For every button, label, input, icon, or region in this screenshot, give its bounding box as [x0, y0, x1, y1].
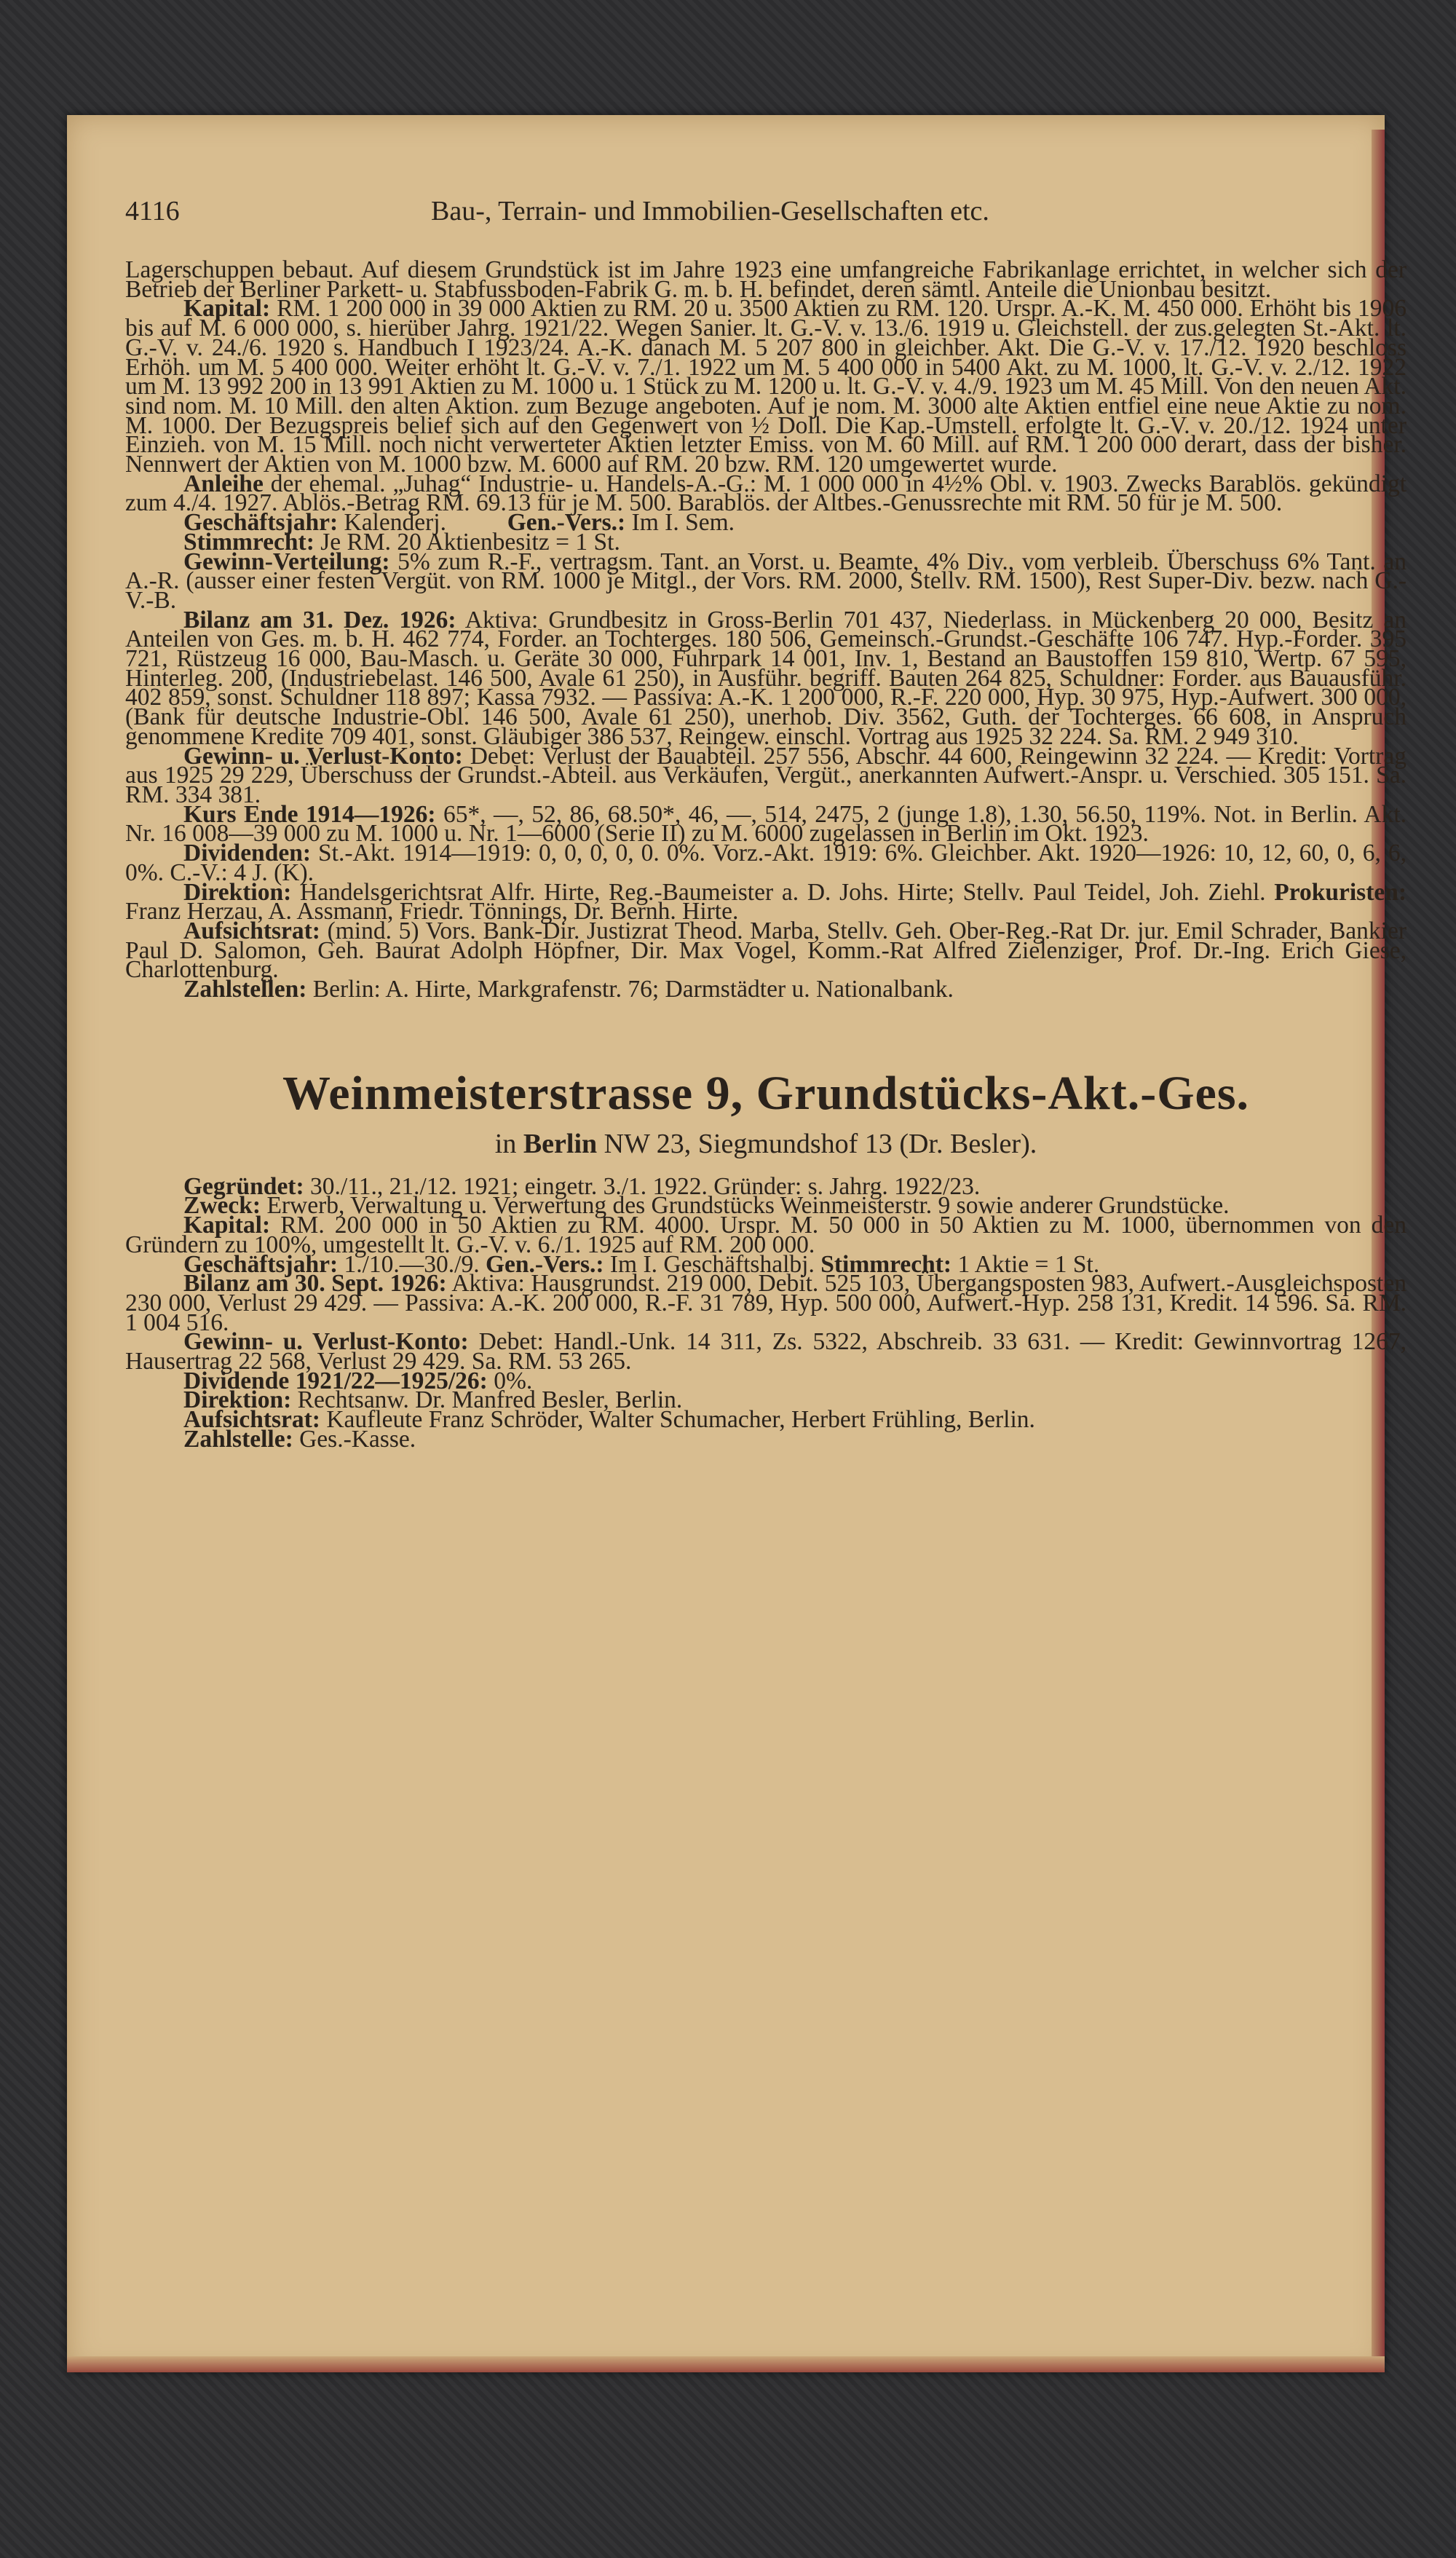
- bilanz2-text: Aktiva: Hausgrundst. 219 000, Debit. 525 103, Übergangsposten 983, Aufwert.-Ausgleichsposten 230 000, Verlust 29 429. — Passiva: A.-K. 200 000, R.-F. 31 789, Hyp. 500 000, Aufwert.-Hyp. 258 131, Kredit. 14 596. Sa. RM. 1 004 516.: [125, 1270, 1406, 1336]
- aufsichtsrat2-text: Kaufleute Franz Schröder, Walter Schumacher, Herbert Frühling, Berlin.: [326, 1406, 1035, 1434]
- page-content: [125, 194, 1407, 1453]
- zahlstelle2-text: Ges.-Kasse.: [299, 1425, 416, 1453]
- zweck-label: Zweck:: [183, 1192, 261, 1220]
- location-city: Berlin: [523, 1128, 598, 1159]
- kurs-label: Kurs Ende 1914—1926:: [183, 800, 436, 828]
- location-address: NW 23, Siegmundshof 13 (Dr. Besler).: [604, 1128, 1037, 1159]
- guv2-label: Gewinn- u. Verlust-Konto:: [183, 1328, 469, 1356]
- kurs-text: 65*, —, 52, 86, 68.50*, 46, —, 514, 2475, 2 (junge 1.8), 1.30, 56.50, 119%. Not. in Berlin. Akt. Nr. 16 008—39 000 zu M. 1000 u. Nr. 1—6000 (Serie II) zu M. 6000 zugelassen in Berlin im Okt. 1923.: [125, 800, 1406, 848]
- genvers-label: Gen.-Vers.:: [507, 509, 626, 537]
- dividenden-label: Dividenden:: [183, 840, 311, 867]
- kapital-text: RM. 1 200 000 in 39 000 Aktien zu RM. 20 u. 3500 Aktien zu RM. 120. Urspr. A.-K. M. 450 000. Erhöht bis 1906 bis auf M. 6 000 000, s. hierüber Jahrg. 1921/22. Wegen Sanier. lt. G.-V. v. 13./6. 1919 u. Gleichstell. der zus.gelegten St.-Akt. lt. G.-V. v. 24./6. 1920 s. Handbuch I 1923/24. A.-K. danach M. 5 207 800 in gleichber. Akt. Die G.-V. v. 17./12. 1920 beschloss Erhöh. um M. 5 400 000. Weiter erhöht lt. G.-V. v. 7./1. 1922 um M. 5 400 000 in 5400 Akt. zu M. 1000, lt. G.-V. v. 2./12. 1922 um M. 13 992 200 in 13 991 Aktien zu M. 1000 u. 1 Stück zu M. 1200 u. lt. G.-V. v. 4./9. 1923 um M. 45 Mill. Von den neuen Akt. sind nom. M. 10 Mill. den alten Aktion. zum Bezuge angeboten. Auf je nom. M. 3000 alte Aktien entfiel eine neue Aktie zu nom. M. 1000. Der Bezugspreis belief sich auf den Gegenwert von ½ Doll. Die Kap.-Umstell. erfolgte lt. G.-V. v. 20./12. 1924 unter Einzieh. von M. 15 Mill. noch nicht verwerteter Aktien letzter Emiss. von M. 60 Mill. auf RM. 1 200 000 derart, dass der bisher. Nennwert der Aktien von M. 1000 bzw. M. 6000 auf RM. 20 bzw. RM. 120 umgewertet wurde.: [125, 295, 1406, 478]
- geschaeftsjahr-label: Geschäftsjahr:: [183, 509, 339, 537]
- direktion2-label: Direktion:: [183, 1386, 292, 1414]
- gewinnverteilung-text: 5% zum R.-F., vertragsm. Tant. an Vorst. u. Beamte, 4% Div., vom verbleib. Überschuss 6% Tant. an A.-R. (ausser einer festen Vergüt. von RM. 1000 je Mitgl., der Vors. RM. 2000, Stellv. RM. 1500), Rest Super-Div. bezw. nach G.-V.-B.: [125, 548, 1407, 614]
- genvers2-text: Im I. Geschäftshalbj.: [609, 1250, 815, 1278]
- guv2-text: Debet: Handl.-Unk. 14 311, Zs. 5322, Abschreib. 33 631. — Kredit: Gewinnvortrag 1267, Hausertrag 22 568, Verlust 29 429. Sa. RM. 53 265.: [125, 1328, 1407, 1375]
- stimmrecht2-text: 1 Aktie = 1 St.: [957, 1250, 1100, 1278]
- gegruendet-label: Gegründet:: [183, 1172, 304, 1200]
- kapital2-label: Kapital:: [183, 1212, 271, 1239]
- guv-paragraph: [125, 742, 1407, 808]
- kapital2-paragraph: [125, 1212, 1406, 1258]
- guv-label: Gewinn- u. Verlust-Konto:: [183, 742, 463, 770]
- location-prefix: in: [494, 1128, 517, 1159]
- gewinnverteilung-paragraph: [125, 548, 1407, 614]
- zahlstelle2-label: Zahlstelle:: [183, 1425, 293, 1453]
- gegruendet-text: 30./11., 21./12. 1921; eingetr. 3./1. 1922. Gründer: s. Jahrg. 1922/23.: [310, 1172, 981, 1200]
- bilanz2-label: Bilanz am 30. Sept. 1926:: [183, 1270, 447, 1298]
- kapital2-text: RM. 200 000 in 50 Aktien zu RM. 4000. Urspr. M. 50 000 in 50 Aktien zu M. 1000, übernommen von den Gründern zu 100%, umgestellt lt. G.-V. v. 6./1. 1925 auf RM. 200 000.: [125, 1212, 1406, 1258]
- stimmrecht-text: Je RM. 20 Aktienbesitz = 1 St.: [320, 528, 620, 556]
- guv-text: Debet: Verlust der Bauabteil. 257 556, Abschr. 44 600, Reingewinn 32 224. — Kredit: Vortrag aus 1925 29 229, Überschuss der Grundst.-Abteil. aus Verkäufen, Vergüt., anerkannten Aufwert.-Anspr. u. Verschied. 305 151. Sa. RM. 334 381.: [125, 742, 1407, 808]
- prokuristen-label: Prokuristen:: [1274, 878, 1407, 906]
- geschaeftsjahr2-label: Geschäftsjahr:: [183, 1250, 339, 1278]
- prokuristen-text: Franz Herzau, A. Assmann, Friedr. Tönnings, Dr. Bernh. Hirte.: [125, 898, 739, 925]
- kurs-paragraph: [125, 800, 1406, 848]
- kapital-paragraph: [125, 295, 1406, 478]
- zweck-text: Erwerb, Verwaltung u. Verwertung des Grundstücks Weinmeisterstr. 9 sowie anderer Grundstücke.: [266, 1192, 1230, 1220]
- dividende2-label: Dividende 1921/22—1925/26:: [183, 1367, 488, 1394]
- genvers-text: Im I. Sem.: [631, 509, 735, 537]
- geschaeftsjahr2-text: 1./10.—30./9.: [344, 1250, 480, 1278]
- direktion-text: Handelsgerichtsrat Alfr. Hirte, Reg.-Baumeister a. D. Johs. Hirte; Stellv. Paul Teidel, Joh. Ziehl.: [300, 878, 1266, 906]
- aufsichtsrat-paragraph: [125, 917, 1407, 984]
- genvers2-label: Gen.-Vers.:: [486, 1250, 604, 1278]
- zahlstellen-paragraph: [125, 976, 1406, 1003]
- stimmrecht2-label: Stimmrecht:: [820, 1250, 952, 1278]
- page-bottom-edge: [67, 2356, 1385, 2372]
- direktion-paragraph: [125, 878, 1407, 925]
- kapital-label: Kapital:: [183, 295, 271, 323]
- book-page: [67, 115, 1407, 2372]
- page-number: 4116: [125, 196, 180, 226]
- bilanz-label: Bilanz am 31. Dez. 1926:: [183, 606, 456, 633]
- bilanz-text: Aktiva: Grundbesitz in Gross-Berlin 701 437, Niederlass. in Mückenberg 20 000, Besitz an Anteilen von Ges. m. b. H. 462 774, Forder. an Tochterges. 180 506, Gemeinsch.-Grundst.-Geschäfte 106 747. Hyp.-Forder. 395 721, Rüstzeug 16 000, Bau-Masch. u. Geräte 30 000, Fuhrpark 14 001, Inv. 1, Bestand an Baustoffen 159 810, Wertp. 67 595, Hinterleg. 200, (Industriebelast. 146 500, Avale 61 250), in Ausführ. begriff. Bauten 264 825, Schuldner: Forder. aus Bauausführ. 402 859, sonst. Schuldner 118 897; Kassa 7932. — Passiva: A.-K. 1 200 000, R.-F. 220 000, Hyp. 30 975, Hyp.-Aufwert. 300 000, (Bank für deutsche Industrie-Obl. 146 500, Avale 61 250), unerhob. Div. 3562, Guth. der Tochterges. 66 608, in Anspruch genommene Kredite 709 401, sonst. Gläubiger 386 537, Reingew. einschl. Vortrag aus 1925 32 224. Sa. RM. 2 949 310.: [125, 606, 1407, 750]
- zahlstellen-text: Berlin: A. Hirte, Markgrafenstr. 76; Darmstädter u. Nationalbank.: [312, 976, 954, 1003]
- bilanz-paragraph: [125, 606, 1407, 750]
- anleihe-label: Anleihe: [183, 470, 264, 497]
- stimmrecht-label: Stimmrecht:: [183, 528, 314, 556]
- intro-paragraph: [125, 256, 1406, 303]
- anleihe-paragraph: [125, 470, 1407, 517]
- dividende2-text: 0%.: [494, 1367, 533, 1394]
- zahlstellen-label: Zahlstellen:: [183, 976, 307, 1003]
- direktion-label: Direktion:: [183, 878, 292, 906]
- aufsichtsrat-label: Aufsichtsrat:: [183, 917, 320, 944]
- dividenden-text: St.-Akt. 1914—1919: 0, 0, 0, 0, 0. 0%. Vorz.-Akt. 1919: 6%. Gleichber. Akt. 1920—1926: 10, 12, 60, 0, 6, 6, 0%. C.-V.: 4 J. (K).: [125, 840, 1407, 886]
- direktion2-text: Rechtsanw. Dr. Manfred Besler, Berlin.: [297, 1386, 683, 1414]
- aufsichtsrat-text: (mind. 5) Vors. Bank-Dir. Justizrat Theod. Marba, Stellv. Geh. Ober-Reg.-Rat Dr. jur. Emil Schrader, Bankier Paul D. Salomon, Geh. Baurat Adolph Höpfner, Dir. Max Vogel, Komm.-Rat Alfred Zielenziger, Prof. Dr.-Ing. Erich Giese, Charlottenburg.: [125, 917, 1407, 984]
- company-location: [125, 1125, 1406, 1163]
- company-title: Weinmeisterstrasse 9, Grundstücks-Akt.-Ges.: [282, 1066, 1250, 1120]
- bilanz2-paragraph: [125, 1270, 1406, 1336]
- gewinnverteilung-label: Gewinn-Verteilung:: [183, 548, 390, 575]
- guv2-paragraph: [125, 1328, 1407, 1375]
- intro-text: Lagerschuppen bebaut. Auf diesem Grundstück ist im Jahre 1923 eine umfangreiche Fabrikanlage errichtet, in welcher sich der Betrieb der Berliner Parkett- u. Stabfussboden-Fabrik G. m. b. H. befindet, deren sämtl. Anteile die Unionbau besitzt.: [125, 256, 1406, 303]
- page-header: [125, 194, 1406, 229]
- anleihe-text: der ehemal. „Juhag“ Industrie- u. Handels-A.-G.: M. 1 000 000 in 4½% Obl. v. 1903. Zwecks Barablös. gekündigt zum 4./4. 1927. Ablös.-Betrag RM. 69.13 für je M. 500. Barablös. der Altbes.-Genussrechte mit RM. 50 für je M. 500.: [125, 470, 1407, 517]
- dividenden-paragraph: [125, 840, 1407, 886]
- aufsichtsrat2-label: Aufsichtsrat:: [183, 1406, 320, 1434]
- running-title: Bau-, Terrain- und Immobilien-Gesellschaften etc.: [431, 196, 989, 226]
- geschaeftsjahr-text: Kalenderj.: [344, 509, 446, 537]
